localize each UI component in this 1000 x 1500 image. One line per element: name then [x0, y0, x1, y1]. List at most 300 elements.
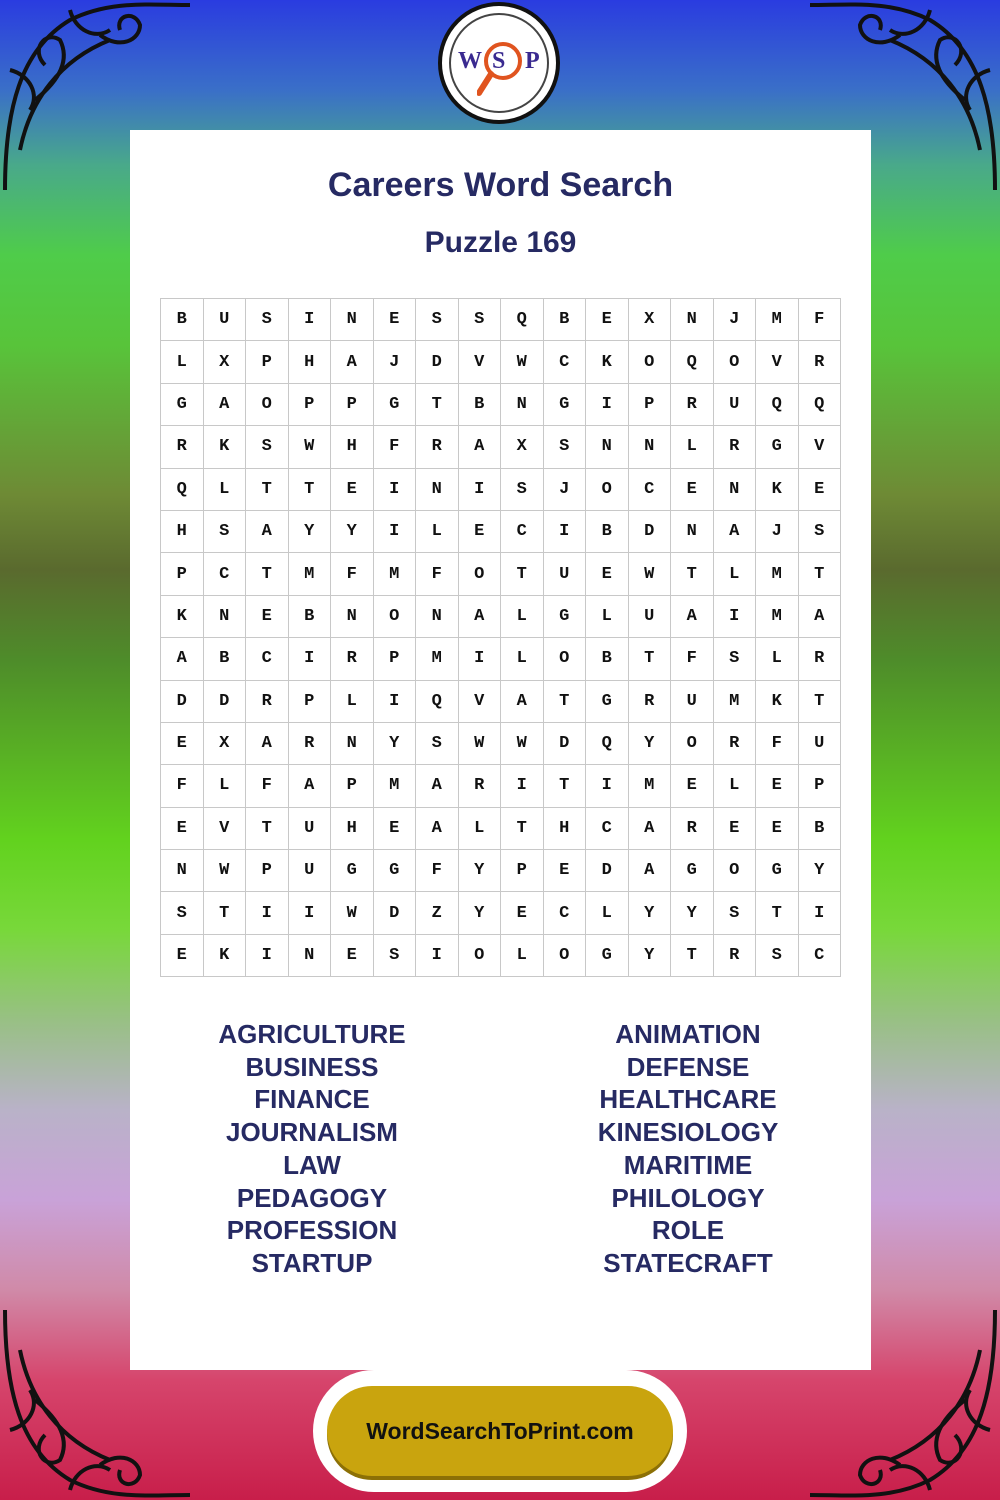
grid-cell[interactable]: E [671, 468, 714, 510]
grid-cell[interactable]: K [203, 426, 246, 468]
grid-cell[interactable]: A [628, 807, 671, 849]
grid-cell[interactable]: V [458, 341, 501, 383]
grid-row [161, 341, 841, 383]
grid-cell[interactable]: E [373, 299, 416, 341]
grid-cell[interactable]: Y [373, 722, 416, 764]
grid-cell[interactable]: A [246, 722, 289, 764]
word-list-item: FINANCE [254, 1084, 370, 1115]
grid-cell[interactable]: T [288, 468, 331, 510]
grid-cell[interactable]: Y [798, 850, 841, 892]
grid-cell[interactable]: L [671, 426, 714, 468]
grid-cell[interactable]: C [628, 468, 671, 510]
word-list-item: STARTUP [251, 1247, 373, 1278]
grid-cell[interactable]: I [586, 383, 629, 425]
grid-cell[interactable]: U [628, 595, 671, 637]
grid-cell[interactable]: C [586, 807, 629, 849]
grid-cell[interactable]: N [628, 426, 671, 468]
grid-cell[interactable]: Q [416, 680, 459, 722]
grid-cell[interactable]: J [543, 468, 586, 510]
grid-cell[interactable]: J [713, 299, 756, 341]
grid-cell[interactable]: H [288, 341, 331, 383]
grid-row [161, 892, 841, 934]
grid-cell[interactable]: I [543, 510, 586, 552]
word-list-item: BUSINESS [245, 1051, 379, 1082]
word-list-left [152, 1018, 472, 1280]
grid-cell[interactable]: B [161, 299, 204, 341]
grid-cell[interactable]: N [161, 850, 204, 892]
grid-cell[interactable]: Z [416, 892, 459, 934]
grid-cell[interactable]: A [671, 595, 714, 637]
grid-cell[interactable]: M [756, 299, 799, 341]
grid-cell[interactable]: I [416, 934, 459, 976]
grid-cell[interactable]: Q [671, 341, 714, 383]
grid-cell[interactable]: R [458, 765, 501, 807]
grid-cell[interactable]: N [331, 595, 374, 637]
grid-cell[interactable]: O [543, 934, 586, 976]
grid-cell[interactable]: R [628, 680, 671, 722]
grid-row [161, 934, 841, 976]
grid-cell[interactable]: K [586, 341, 629, 383]
grid-cell[interactable]: L [713, 553, 756, 595]
grid-cell[interactable]: A [161, 638, 204, 680]
grid-cell[interactable]: O [671, 722, 714, 764]
grid-cell[interactable]: Y [458, 850, 501, 892]
grid-cell[interactable]: R [246, 680, 289, 722]
grid-cell[interactable]: H [543, 807, 586, 849]
grid-cell[interactable]: D [586, 850, 629, 892]
grid-cell[interactable]: V [798, 426, 841, 468]
grid-cell[interactable]: Q [798, 383, 841, 425]
word-list-item: DEFENSE [626, 1051, 750, 1082]
grid-row [161, 468, 841, 510]
grid-cell[interactable]: Y [331, 510, 374, 552]
grid-cell[interactable]: F [331, 553, 374, 595]
grid-cell[interactable]: I [798, 892, 841, 934]
grid-cell[interactable]: J [373, 341, 416, 383]
grid-cell[interactable]: F [756, 722, 799, 764]
grid-cell[interactable]: L [501, 595, 544, 637]
grid-cell[interactable]: B [586, 638, 629, 680]
grid-cell[interactable]: X [203, 722, 246, 764]
grid-cell[interactable]: B [203, 638, 246, 680]
grid-cell[interactable]: I [373, 510, 416, 552]
grid-cell[interactable]: T [246, 468, 289, 510]
grid-cell[interactable]: L [416, 510, 459, 552]
grid-cell[interactable]: W [501, 341, 544, 383]
word-list-item: PEDAGOGY [236, 1182, 388, 1213]
grid-cell[interactable]: I [501, 765, 544, 807]
grid-cell[interactable]: V [203, 807, 246, 849]
grid-row [161, 765, 841, 807]
grid-cell[interactable]: R [713, 426, 756, 468]
grid-cell[interactable]: O [713, 341, 756, 383]
grid-cell[interactable]: E [246, 595, 289, 637]
grid-cell[interactable]: T [798, 553, 841, 595]
grid-cell[interactable]: S [713, 638, 756, 680]
grid-row [161, 383, 841, 425]
word-list-item: MARITIME [623, 1149, 753, 1180]
grid-cell[interactable]: O [373, 595, 416, 637]
grid-cell[interactable]: O [458, 553, 501, 595]
grid-cell[interactable]: T [628, 638, 671, 680]
grid-row [161, 299, 841, 341]
grid-cell[interactable]: A [246, 510, 289, 552]
grid-cell[interactable]: S [203, 510, 246, 552]
grid-cell[interactable]: S [713, 892, 756, 934]
word-list-right [528, 1018, 848, 1280]
grid-cell[interactable]: L [203, 765, 246, 807]
grid-cell[interactable]: U [288, 807, 331, 849]
word-list-item: AGRICULTURE [218, 1019, 406, 1049]
grid-cell[interactable]: R [671, 807, 714, 849]
grid-cell[interactable]: O [713, 850, 756, 892]
grid-cell[interactable]: B [798, 807, 841, 849]
grid-cell[interactable]: T [246, 807, 289, 849]
grid-cell[interactable]: O [246, 383, 289, 425]
grid-cell[interactable]: U [543, 553, 586, 595]
grid-cell[interactable]: E [586, 553, 629, 595]
grid-cell[interactable]: E [586, 299, 629, 341]
grid-cell[interactable]: O [586, 468, 629, 510]
grid-cell[interactable]: I [288, 638, 331, 680]
grid-cell[interactable]: I [288, 299, 331, 341]
grid-cell[interactable]: A [416, 807, 459, 849]
grid-cell[interactable]: L [458, 807, 501, 849]
logo-emblem [449, 13, 549, 113]
grid-cell[interactable]: R [713, 934, 756, 976]
grid-cell[interactable]: D [203, 680, 246, 722]
logo-letter-s: S [492, 48, 506, 74]
grid-cell[interactable]: E [331, 468, 374, 510]
grid-cell[interactable]: I [586, 765, 629, 807]
grid-cell[interactable]: Y [288, 510, 331, 552]
grid-cell[interactable]: G [756, 426, 799, 468]
grid-cell[interactable]: I [373, 680, 416, 722]
grid-cell[interactable]: Q [501, 299, 544, 341]
word-list-item: ANIMATION [615, 1019, 761, 1049]
grid-cell[interactable]: P [331, 383, 374, 425]
grid-cell[interactable]: V [756, 341, 799, 383]
page-title: Careers Word Search [327, 166, 674, 204]
grid-cell[interactable]: K [756, 468, 799, 510]
grid-cell[interactable]: I [246, 934, 289, 976]
grid-cell[interactable]: A [203, 383, 246, 425]
grid-cell[interactable]: P [288, 383, 331, 425]
grid-cell[interactable]: M [628, 765, 671, 807]
grid-cell[interactable]: N [416, 468, 459, 510]
footer-badge [313, 1370, 687, 1492]
grid-cell[interactable]: T [416, 383, 459, 425]
grid-cell[interactable]: L [161, 341, 204, 383]
grid-cell[interactable]: F [373, 426, 416, 468]
grid-cell[interactable]: N [586, 426, 629, 468]
grid-cell[interactable]: D [543, 722, 586, 764]
puzzle-panel [130, 130, 871, 1370]
word-list-item: KINESIOLOGY [597, 1117, 779, 1148]
grid-cell[interactable]: S [458, 299, 501, 341]
grid-cell[interactable]: N [501, 383, 544, 425]
grid-cell[interactable]: A [288, 765, 331, 807]
grid-cell[interactable]: M [373, 553, 416, 595]
grid-cell[interactable]: T [543, 680, 586, 722]
grid-cell[interactable]: I [373, 468, 416, 510]
grid-cell[interactable]: U [671, 680, 714, 722]
grid-cell[interactable]: C [543, 892, 586, 934]
grid-cell[interactable]: P [373, 638, 416, 680]
grid-cell[interactable]: A [798, 595, 841, 637]
word-list-item: JOURNALISM [226, 1117, 398, 1148]
grid-cell[interactable]: E [331, 934, 374, 976]
grid-row [161, 638, 841, 680]
grid-cell[interactable]: E [798, 468, 841, 510]
grid-cell[interactable]: R [331, 638, 374, 680]
grid-cell[interactable]: U [798, 722, 841, 764]
grid-cell[interactable]: T [671, 553, 714, 595]
grid-cell[interactable]: L [586, 892, 629, 934]
grid-cell[interactable]: A [331, 341, 374, 383]
grid-cell[interactable]: M [373, 765, 416, 807]
grid-row [161, 807, 841, 849]
grid-cell[interactable]: A [713, 510, 756, 552]
word-list-item: LAW [283, 1149, 341, 1180]
grid-cell[interactable]: Q [756, 383, 799, 425]
grid-cell[interactable]: S [246, 299, 289, 341]
grid-cell[interactable]: G [671, 850, 714, 892]
grid-cell[interactable]: B [458, 383, 501, 425]
site-logo[interactable] [438, 2, 560, 124]
grid-cell[interactable]: I [713, 595, 756, 637]
grid-cell[interactable]: T [246, 553, 289, 595]
grid-cell[interactable]: X [203, 341, 246, 383]
site-link[interactable]: WordSearchToPrint.com [327, 1386, 673, 1476]
puzzle-number: Puzzle 169 [424, 226, 577, 259]
grid-cell[interactable]: I [288, 892, 331, 934]
grid-cell[interactable]: O [628, 341, 671, 383]
grid-cell[interactable]: O [543, 638, 586, 680]
grid-cell[interactable]: A [416, 765, 459, 807]
grid-row [161, 850, 841, 892]
grid-cell[interactable]: Y [628, 934, 671, 976]
grid-cell[interactable]: D [161, 680, 204, 722]
grid-cell[interactable]: E [161, 934, 204, 976]
grid-cell[interactable]: S [416, 299, 459, 341]
grid-cell[interactable]: T [501, 553, 544, 595]
grid-cell[interactable]: L [756, 638, 799, 680]
grid-cell[interactable]: G [586, 934, 629, 976]
grid-cell[interactable]: M [416, 638, 459, 680]
grid-cell[interactable]: G [586, 680, 629, 722]
grid-cell[interactable]: F [416, 553, 459, 595]
grid-cell[interactable]: A [458, 426, 501, 468]
word-search-grid [160, 298, 841, 977]
grid-cell[interactable]: W [501, 722, 544, 764]
grid-cell[interactable]: M [756, 553, 799, 595]
grid-cell[interactable]: I [246, 892, 289, 934]
grid-cell[interactable]: F [671, 638, 714, 680]
grid-cell[interactable]: G [161, 383, 204, 425]
grid-cell[interactable]: H [331, 807, 374, 849]
grid-cell[interactable]: U [288, 850, 331, 892]
grid-cell[interactable]: H [331, 426, 374, 468]
grid-cell[interactable]: G [373, 850, 416, 892]
grid-cell[interactable]: C [501, 510, 544, 552]
word-list-item: PHILOLOGY [611, 1182, 765, 1213]
word-list-item: STATECRAFT [603, 1247, 773, 1278]
grid-cell[interactable]: B [586, 510, 629, 552]
grid-cell[interactable]: N [671, 299, 714, 341]
grid-cell[interactable]: T [203, 892, 246, 934]
grid-cell[interactable]: C [246, 638, 289, 680]
grid-cell[interactable]: I [458, 468, 501, 510]
grid-row [161, 426, 841, 468]
grid-cell[interactable]: K [203, 934, 246, 976]
grid-cell[interactable]: M [288, 553, 331, 595]
grid-cell[interactable]: E [756, 765, 799, 807]
grid-cell[interactable]: V [458, 680, 501, 722]
grid-cell[interactable]: S [756, 934, 799, 976]
grid-cell[interactable]: S [373, 934, 416, 976]
grid-cell[interactable]: P [798, 765, 841, 807]
logo-letter-p: P [525, 48, 540, 74]
grid-cell[interactable]: T [798, 680, 841, 722]
grid-cell[interactable]: F [246, 765, 289, 807]
grid-cell[interactable]: X [501, 426, 544, 468]
grid-cell[interactable]: K [756, 680, 799, 722]
grid-cell[interactable]: Q [161, 468, 204, 510]
grid-cell[interactable]: N [671, 510, 714, 552]
grid-cell[interactable]: E [458, 510, 501, 552]
grid-cell[interactable]: W [331, 892, 374, 934]
grid-cell[interactable]: C [798, 934, 841, 976]
grid-cell[interactable]: B [543, 299, 586, 341]
grid-cell[interactable]: N [713, 468, 756, 510]
grid-cell[interactable]: P [246, 850, 289, 892]
grid-cell[interactable]: E [161, 722, 204, 764]
grid-cell[interactable]: L [713, 765, 756, 807]
grid-cell[interactable]: P [501, 850, 544, 892]
grid-cell[interactable]: F [416, 850, 459, 892]
grid-cell[interactable]: E [501, 892, 544, 934]
grid-cell[interactable]: E [543, 850, 586, 892]
grid-cell[interactable]: T [671, 934, 714, 976]
grid-cell[interactable]: P [331, 765, 374, 807]
grid-cell[interactable]: E [161, 807, 204, 849]
grid-cell[interactable]: L [331, 680, 374, 722]
grid-cell[interactable]: R [288, 722, 331, 764]
grid-cell[interactable]: S [501, 468, 544, 510]
grid-cell[interactable]: C [543, 341, 586, 383]
grid-cell[interactable]: Y [628, 722, 671, 764]
grid-cell[interactable]: P [161, 553, 204, 595]
grid-cell[interactable]: W [628, 553, 671, 595]
grid-cell[interactable]: R [798, 341, 841, 383]
grid-cell[interactable]: S [246, 426, 289, 468]
grid-cell[interactable]: P [628, 383, 671, 425]
grid-cell[interactable]: R [671, 383, 714, 425]
grid-cell[interactable]: T [756, 892, 799, 934]
grid-cell[interactable]: A [628, 850, 671, 892]
grid-cell[interactable]: C [203, 553, 246, 595]
grid-row [161, 510, 841, 552]
grid-cell[interactable]: G [373, 383, 416, 425]
grid-cell[interactable]: F [161, 765, 204, 807]
grid-cell[interactable]: X [628, 299, 671, 341]
grid-cell[interactable]: R [416, 426, 459, 468]
grid-cell[interactable]: J [756, 510, 799, 552]
grid-cell[interactable]: B [288, 595, 331, 637]
grid-cell[interactable]: N [416, 595, 459, 637]
grid-cell[interactable]: Y [458, 892, 501, 934]
grid-cell[interactable]: S [161, 892, 204, 934]
grid-cell[interactable]: M [756, 595, 799, 637]
grid-cell[interactable]: R [713, 722, 756, 764]
grid-cell[interactable]: E [373, 807, 416, 849]
grid-cell[interactable]: G [331, 850, 374, 892]
grid-row [161, 722, 841, 764]
grid-cell[interactable]: K [161, 595, 204, 637]
grid-cell[interactable]: P [246, 341, 289, 383]
grid-row [161, 595, 841, 637]
grid-cell[interactable]: E [713, 807, 756, 849]
grid-cell[interactable]: G [543, 595, 586, 637]
grid-cell[interactable]: N [288, 934, 331, 976]
grid-cell[interactable]: N [203, 595, 246, 637]
grid-cell[interactable]: I [458, 638, 501, 680]
grid-cell[interactable]: U [713, 383, 756, 425]
grid-cell[interactable]: L [501, 934, 544, 976]
grid-cell[interactable]: R [798, 638, 841, 680]
grid-cell[interactable]: E [756, 807, 799, 849]
grid-cell[interactable]: H [161, 510, 204, 552]
grid-cell[interactable]: N [331, 722, 374, 764]
grid-cell[interactable]: A [458, 595, 501, 637]
word-list-item: HEALTHCARE [599, 1084, 777, 1115]
grid-cell[interactable]: G [543, 383, 586, 425]
grid-cell[interactable]: T [501, 807, 544, 849]
grid-cell[interactable]: W [458, 722, 501, 764]
grid-cell[interactable]: L [203, 468, 246, 510]
grid-cell[interactable]: T [543, 765, 586, 807]
grid-cell[interactable]: Y [628, 892, 671, 934]
grid-cell[interactable]: W [203, 850, 246, 892]
grid-cell[interactable]: S [798, 510, 841, 552]
grid-row [161, 553, 841, 595]
grid-cell[interactable]: L [586, 595, 629, 637]
grid-cell[interactable]: U [203, 299, 246, 341]
grid-cell[interactable]: E [671, 765, 714, 807]
grid-cell[interactable]: L [501, 638, 544, 680]
grid-cell[interactable]: W [288, 426, 331, 468]
grid-cell[interactable]: D [416, 341, 459, 383]
logo-letter-w: W [458, 48, 482, 74]
grid-cell[interactable]: S [416, 722, 459, 764]
grid-cell[interactable]: D [628, 510, 671, 552]
grid-cell[interactable]: O [458, 934, 501, 976]
grid-cell[interactable]: M [713, 680, 756, 722]
grid-cell[interactable]: P [288, 680, 331, 722]
grid-cell[interactable]: G [756, 850, 799, 892]
grid-cell[interactable]: Q [586, 722, 629, 764]
grid-cell[interactable]: N [331, 299, 374, 341]
grid-cell[interactable]: F [798, 299, 841, 341]
word-list-item: PROFESSION [226, 1215, 398, 1246]
grid-cell[interactable]: Y [671, 892, 714, 934]
grid-cell[interactable]: A [501, 680, 544, 722]
grid-cell[interactable]: R [161, 426, 204, 468]
word-list-item: ROLE [651, 1215, 725, 1246]
grid-cell[interactable]: D [373, 892, 416, 934]
grid-cell[interactable]: S [543, 426, 586, 468]
